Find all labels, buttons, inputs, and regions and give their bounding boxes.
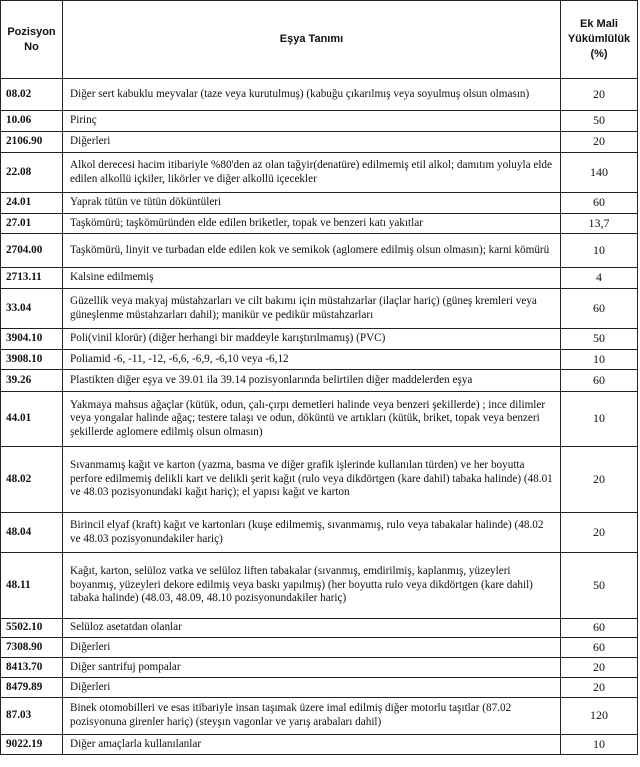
table-row (1, 619, 638, 638)
rate-value: 10 (561, 350, 638, 370)
position-code: 8479.89 (1, 678, 63, 698)
item-description: Yakmaya mahsus ağaçlar (kütük, odun, çalı-çırpı demetleri halinde veya benzeri şekillerde) ; ince dilimler veya yongalar halinde ağaç; testere talaşı ve odun, döküntü ve artıkları (kütük, briket, topak veya benzeri şekillerde aglomere edilmiş olsun olmasın) (63, 392, 561, 447)
table-row (1, 111, 638, 132)
rate-value: 13,7 (561, 214, 638, 234)
table-row (1, 678, 638, 698)
position-code: 2106.90 (1, 132, 63, 153)
item-description: Pirinç (63, 111, 561, 132)
item-description: Diğerleri (63, 132, 561, 153)
item-description: Taşkömürü; taşkömüründen elde edilen briketler, topak ve benzeri katı yakıtlar (63, 214, 561, 234)
rate-value: 60 (561, 638, 638, 658)
table-row (1, 392, 638, 447)
rate-value: 50 (561, 553, 638, 619)
rate-value: 20 (561, 678, 638, 698)
position-code: 48.04 (1, 513, 63, 553)
rate-value: 20 (561, 513, 638, 553)
table-row (1, 350, 638, 370)
item-description: Birincil elyaf (kraft) kağıt ve kartonları (kuşe edilmemiş, sıvanmamış, rulo veya tabakalar halinde) (48.02 ve 48.03 pozisyonundakiler hariç) (63, 513, 561, 553)
item-description: Diğer amaçlarla kullanılanlar (63, 735, 561, 755)
position-code: 39.26 (1, 370, 63, 392)
rate-value: 140 (561, 153, 638, 193)
item-description: Poli(vinil klorür) (diğer herhangi bir maddeyle karıştırılmamış) (PVC) (63, 329, 561, 350)
position-code: 10.06 (1, 111, 63, 132)
table-row (1, 234, 638, 268)
rate-value: 60 (561, 619, 638, 638)
description-header: Eşya Tanımı (63, 1, 561, 79)
position-code: 08.02 (1, 79, 63, 111)
position-code: 2704.00 (1, 234, 63, 268)
rate-value: 20 (561, 658, 638, 678)
rate-header: Ek Mali Yükümlülük (%) (561, 1, 638, 79)
position-code: 33.04 (1, 289, 63, 329)
item-description: Taşkömürü, linyit ve turbadan elde edilen kok ve semikok (aglomere edilmiş olsun olmasın); karni kömürü (63, 234, 561, 268)
rate-value: 10 (561, 234, 638, 268)
table-row (1, 214, 638, 234)
rate-value: 50 (561, 329, 638, 350)
table-row (1, 447, 638, 513)
item-description: Diğerleri (63, 638, 561, 658)
item-description: Poliamid -6, -11, -12, -6,6, -6,9, -6,10 veya -6,12 (63, 350, 561, 370)
position-code: 8413.70 (1, 658, 63, 678)
position-code: 22.08 (1, 153, 63, 193)
table-row (1, 153, 638, 193)
table-row (1, 513, 638, 553)
position-code: 7308.90 (1, 638, 63, 658)
item-description: Binek otomobilleri ve esas itibariyle insan taşımak üzere imal edilmiş diğer motorlu taşıtlar (87.02 pozisyonuna girenler hariç) (steyşın vagonlar ve yarış arabaları dahil) (63, 698, 561, 735)
item-description: Kalsine edilmemiş (63, 268, 561, 289)
table-row (1, 79, 638, 111)
table-row (1, 132, 638, 153)
table-row (1, 698, 638, 735)
table-row (1, 658, 638, 678)
rate-value: 60 (561, 370, 638, 392)
position-no-header: Pozisyon No (1, 1, 63, 79)
position-code: 3908.10 (1, 350, 63, 370)
item-description: Güzellik veya makyaj müstahzarları ve cilt bakımı için müstahzarlar (ilaçlar hariç) (güneş kremleri veya güneşlenme müstahzarları dahil); manikür ve pedikür müstahzarları (63, 289, 561, 329)
rate-value: 4 (561, 268, 638, 289)
item-description: Kağıt, karton, selüloz vatka ve selüloz liften tabakalar (sıvanmış, emdirilmiş, kaplanmış, yüzeyleri boyanmış, yüzeyleri dekore edilmiş veya baskı yapılmış) (her boyutta rulo veya dikdörtgen (kare dahil) tabaka halinde) (48.03, 48.09, 48.10 pozisyonundakiler hariç) (63, 553, 561, 619)
table-row (1, 289, 638, 329)
table-row (1, 553, 638, 619)
item-description: Plastikten diğer eşya ve 39.01 ila 39.14 pozisyonlarında belirtilen diğer maddelerden eşya (63, 370, 561, 392)
item-description: Yaprak tütün ve tütün döküntüleri (63, 193, 561, 214)
table-row (1, 735, 638, 755)
item-description: Diğer santrifuj pompalar (63, 658, 561, 678)
position-code: 27.01 (1, 214, 63, 234)
position-code: 2713.11 (1, 268, 63, 289)
rate-value: 60 (561, 289, 638, 329)
rate-value: 10 (561, 735, 638, 755)
rate-value: 20 (561, 132, 638, 153)
rate-value: 120 (561, 698, 638, 735)
rate-value: 50 (561, 111, 638, 132)
rate-value: 20 (561, 79, 638, 111)
table-row (1, 638, 638, 658)
item-description: Diğer sert kabuklu meyvalar (taze veya kurutulmuş) (kabuğu çıkarılmış veya soyulmuş olsun olmasın) (63, 79, 561, 111)
position-code: 48.02 (1, 447, 63, 513)
rate-value: 20 (561, 447, 638, 513)
rate-value: 60 (561, 193, 638, 214)
position-code: 9022.19 (1, 735, 63, 755)
position-code: 24.01 (1, 193, 63, 214)
item-description: Alkol derecesi hacim itibariyle %80'den az olan tağyir(denatüre) edilmemiş etil alkol; damıtım yoluyla elde edilen alkollü içkiler, likörler ve diğer alkollü içecekler (63, 153, 561, 193)
item-description: Selüloz asetatdan olanlar (63, 619, 561, 638)
item-description: Diğerleri (63, 678, 561, 698)
table-row (1, 193, 638, 214)
position-code: 48.11 (1, 553, 63, 619)
table-row (1, 329, 638, 350)
header-row (1, 1, 638, 79)
position-code: 87.03 (1, 698, 63, 735)
position-code: 44.01 (1, 392, 63, 447)
position-code: 5502.10 (1, 619, 63, 638)
table-row (1, 370, 638, 392)
rate-value: 10 (561, 392, 638, 447)
position-code: 3904.10 (1, 329, 63, 350)
table-row (1, 268, 638, 289)
item-description: Sıvanmamış kağıt ve karton (yazma, basma ve diğer grafik işlerinde kullanılan türden) ve her boyutta perfore edilmemiş delikli kart ve delikli şerit kağıt (rulo veya dikdörtgen (kare dahil) tabaka halinde) (48.01 ve 48.03 pozisyonundaki kağıt hariç); el yapısı kağıt ve karton (63, 447, 561, 513)
